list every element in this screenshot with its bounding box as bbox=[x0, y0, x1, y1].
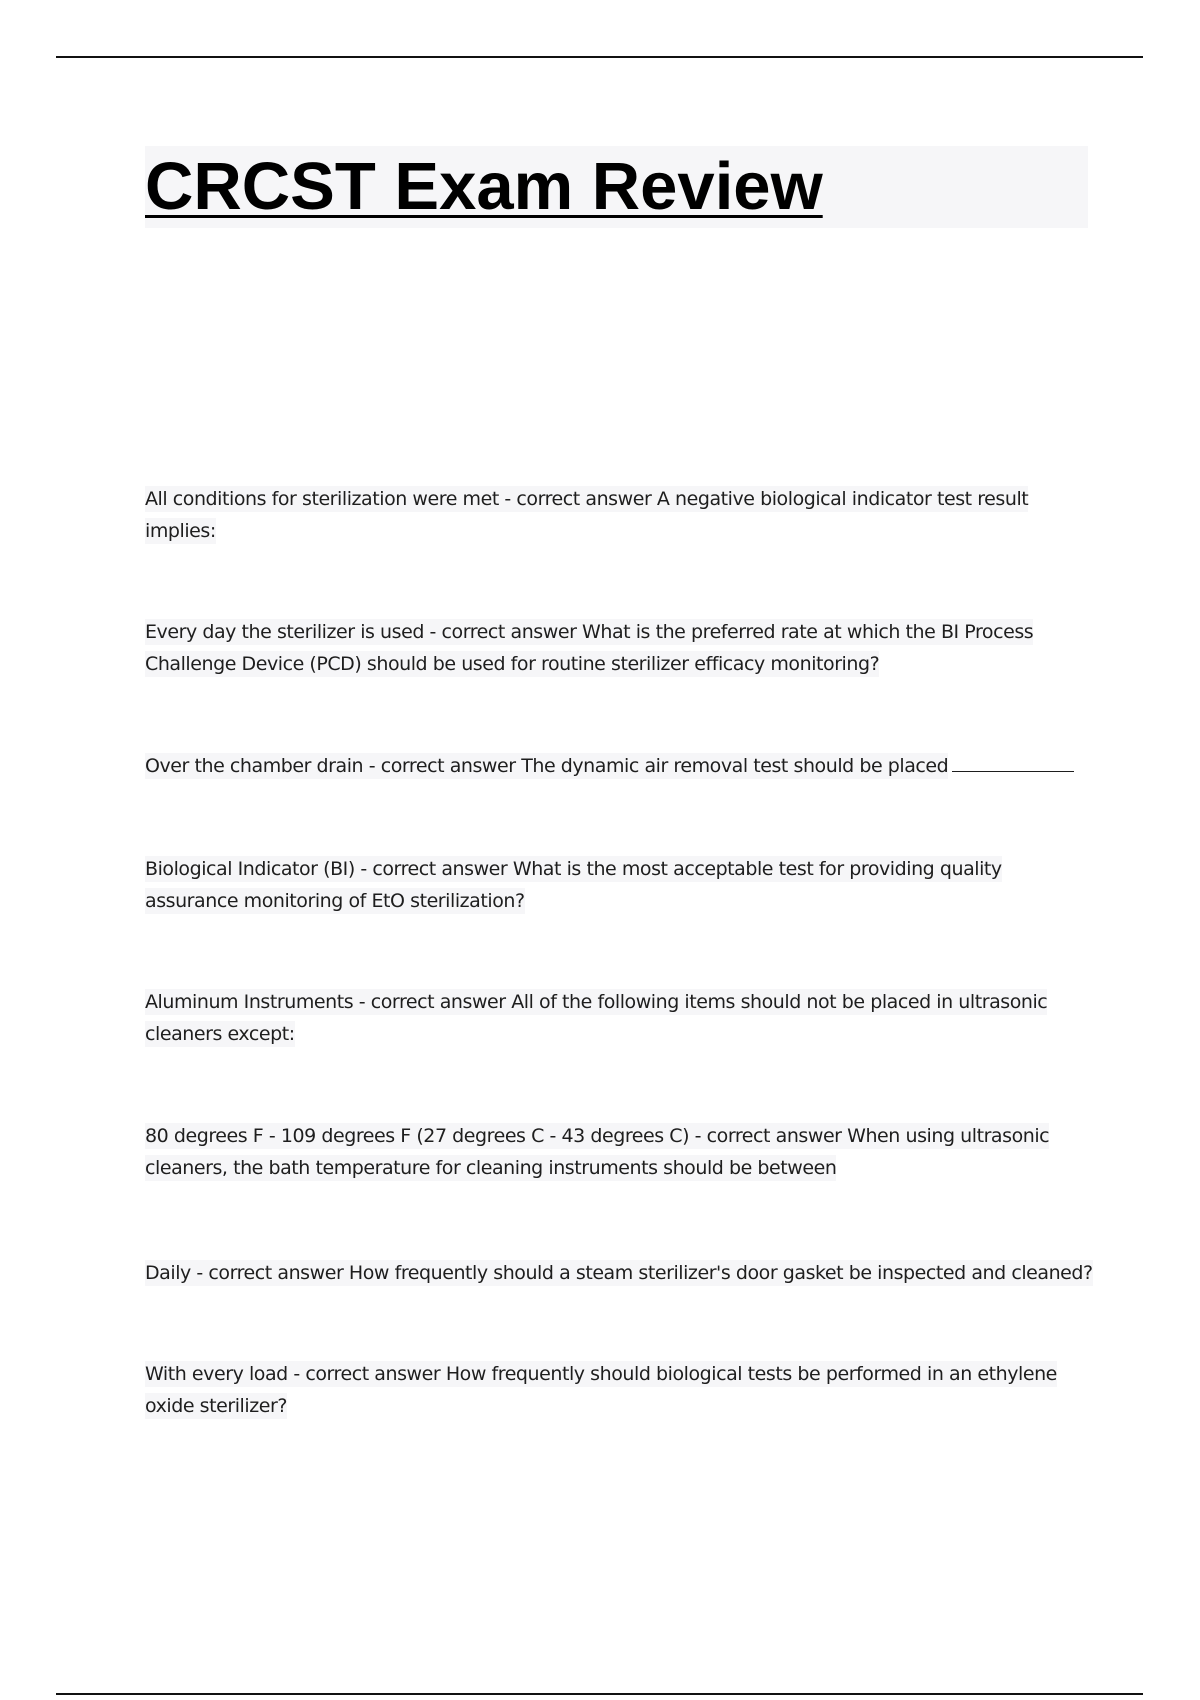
header-rule bbox=[56, 56, 1143, 58]
qa-item-text: Every day the sterilizer is used - correct answer What is the preferred rate at which the BI Process Challenge Device (PCD) should be used for routine sterilizer efficacy monitoring? bbox=[145, 621, 1034, 675]
qa-item-text: 80 degrees F - 109 degrees F (27 degrees C - 43 degrees C) - correct answer When using ultrasonic cleaners, the bath temperature for cleaning instruments should be between bbox=[145, 1125, 1050, 1179]
qa-item-text: Daily - correct answer How frequently should a steam sterilizer's door gasket be inspected and cleaned? bbox=[145, 1262, 1093, 1284]
qa-item-text: Aluminum Instruments - correct answer All of the following items should not be placed in ultrasonic cleaners except: bbox=[145, 991, 1048, 1045]
qa-item bbox=[145, 1257, 1095, 1289]
footer-rule bbox=[56, 1693, 1143, 1695]
qa-item-text: Biological Indicator (BI) - correct answer What is the most acceptable test for providing quality assurance monitoring of EtO sterilization? bbox=[145, 858, 1002, 912]
qa-item bbox=[145, 483, 1095, 547]
fill-in-blank bbox=[952, 753, 1074, 772]
document-title: CRCST Exam Review bbox=[145, 149, 823, 224]
qa-item bbox=[145, 1120, 1095, 1184]
qa-item bbox=[145, 750, 1095, 782]
qa-item-text: Over the chamber drain - correct answer The dynamic air removal test should be placed bbox=[145, 755, 949, 777]
qa-item-text: All conditions for sterilization were met - correct answer A negative biological indicator test result implies: bbox=[145, 488, 1029, 542]
qa-item-text: With every load - correct answer How frequently should biological tests be performed in an ethylene oxide sterilizer? bbox=[145, 1363, 1057, 1417]
qa-item bbox=[145, 616, 1095, 680]
qa-item bbox=[145, 853, 1095, 917]
qa-item bbox=[145, 1358, 1095, 1422]
qa-item bbox=[145, 986, 1095, 1050]
